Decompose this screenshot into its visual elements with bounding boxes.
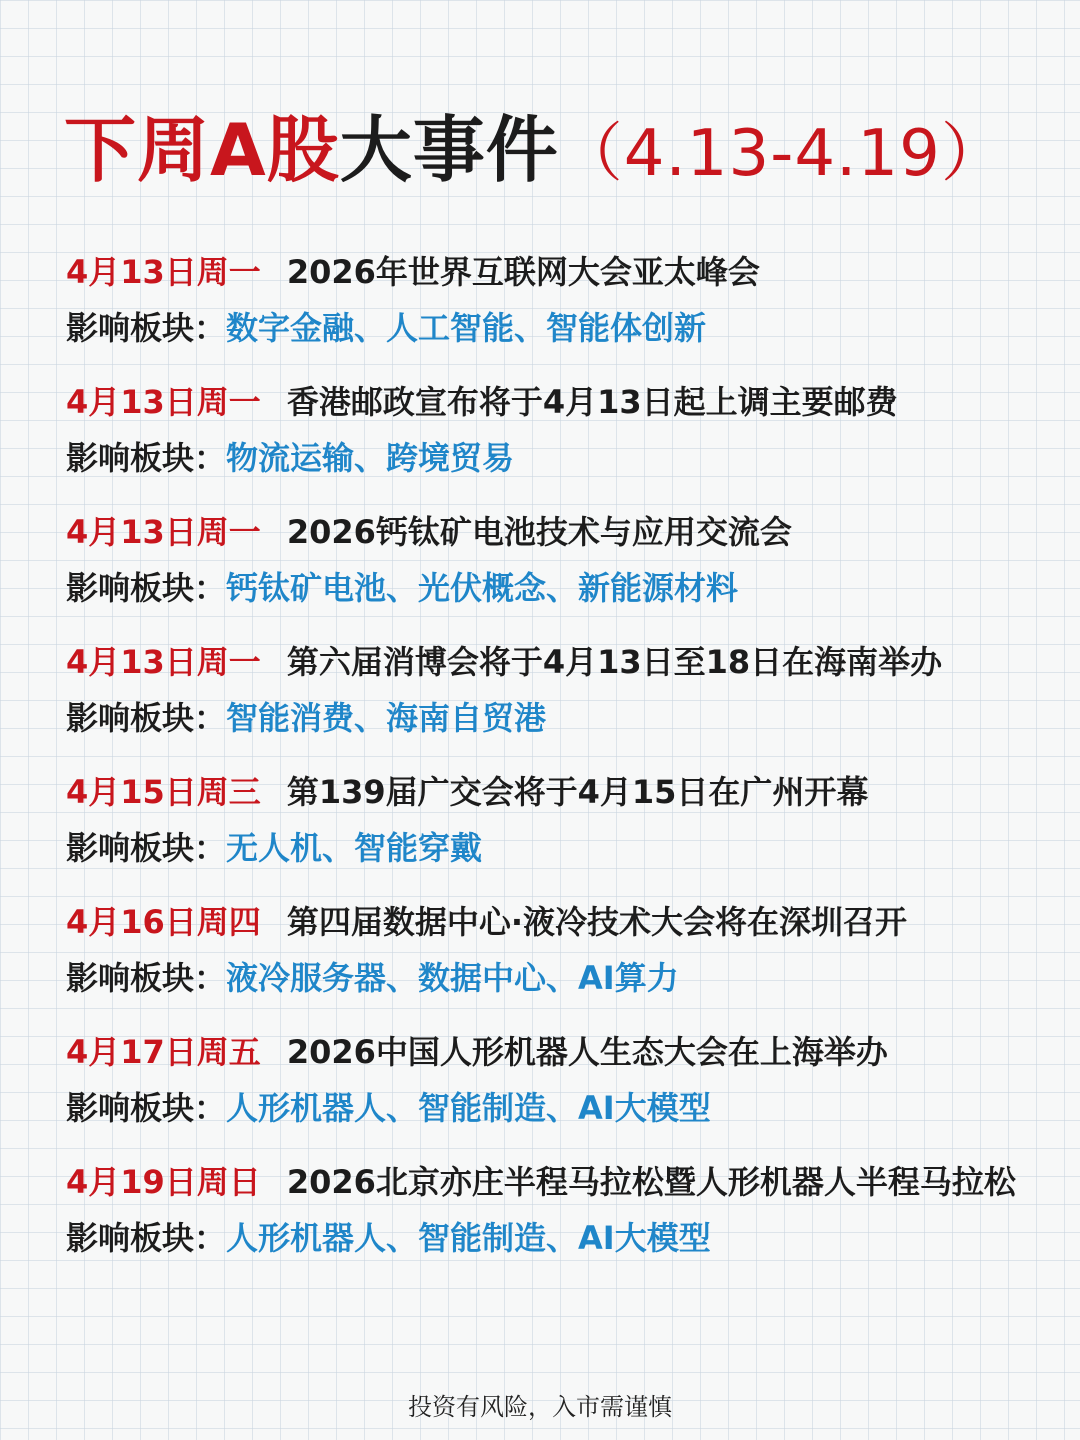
event-date: 4月19日周日 bbox=[66, 1163, 261, 1201]
impact-label: 影响板块： bbox=[66, 959, 227, 997]
event-title: 2026年世界互联网大会亚太峰会 bbox=[286, 253, 760, 291]
event-impact bbox=[66, 950, 1026, 1006]
impact-label: 影响板块： bbox=[66, 1089, 227, 1127]
event-date: 4月13日周一 bbox=[66, 253, 261, 291]
event-headline bbox=[66, 764, 1026, 820]
impact-sectors: 无人机、智能穿戴 bbox=[226, 829, 483, 867]
event-date: 4月13日周一 bbox=[66, 383, 261, 421]
event-impact bbox=[66, 560, 1026, 616]
event-date: 4月15日周三 bbox=[66, 773, 261, 811]
event-item bbox=[66, 634, 1026, 746]
event-date: 4月13日周一 bbox=[66, 513, 261, 551]
event-title: 第139届广交会将于4月15日在广州开幕 bbox=[286, 773, 869, 811]
event-headline bbox=[66, 1024, 1026, 1080]
impact-label: 影响板块： bbox=[66, 569, 227, 607]
impact-label: 影响板块： bbox=[66, 1219, 227, 1257]
impact-sectors: 物流运输、跨境贸易 bbox=[226, 439, 515, 477]
impact-sectors: 钙钛矿电池、光伏概念、新能源材料 bbox=[226, 569, 739, 607]
title-dark: 大事件 bbox=[339, 108, 559, 192]
impact-sectors: 液冷服务器、数据中心、AI算力 bbox=[226, 959, 679, 997]
event-title: 香港邮政宣布将于4月13日起上调主要邮费 bbox=[286, 383, 898, 421]
event-headline bbox=[66, 244, 1026, 300]
event-impact bbox=[66, 300, 1026, 356]
event-title: 2026钙钛矿电池技术与应用交流会 bbox=[286, 513, 792, 551]
event-impact bbox=[66, 1080, 1026, 1136]
impact-label: 影响板块： bbox=[66, 699, 227, 737]
title-date-range: （4.13-4.19） bbox=[558, 117, 1006, 191]
event-impact bbox=[66, 820, 1026, 876]
impact-sectors: 智能消费、海南自贸港 bbox=[226, 699, 547, 737]
event-item bbox=[66, 1154, 1026, 1266]
event-title: 第四届数据中心·液冷技术大会将在深圳召开 bbox=[286, 903, 907, 941]
event-item bbox=[66, 1024, 1026, 1136]
impact-sectors: 人形机器人、智能制造、AI大模型 bbox=[226, 1219, 711, 1257]
event-headline bbox=[66, 634, 1026, 690]
event-impact bbox=[66, 1210, 1026, 1266]
impact-sectors: 数字金融、人工智能、智能体创新 bbox=[226, 309, 707, 347]
event-impact bbox=[66, 430, 1026, 486]
event-title: 第六届消博会将于4月13日至18日在海南举办 bbox=[286, 643, 943, 681]
impact-sectors: 人形机器人、智能制造、AI大模型 bbox=[226, 1089, 711, 1127]
impact-label: 影响板块： bbox=[66, 309, 227, 347]
event-list bbox=[66, 244, 1026, 1266]
event-headline bbox=[66, 1154, 1026, 1210]
impact-label: 影响板块： bbox=[66, 829, 227, 867]
event-headline bbox=[66, 374, 1026, 430]
title-red: 下周A股 bbox=[64, 108, 340, 192]
event-item bbox=[66, 374, 1026, 486]
event-headline bbox=[66, 894, 1026, 950]
risk-disclaimer: 投资有风险，入市需谨慎 bbox=[408, 1393, 672, 1421]
impact-label: 影响板块： bbox=[66, 439, 227, 477]
event-date: 4月16日周四 bbox=[66, 903, 261, 941]
event-date: 4月17日周五 bbox=[66, 1033, 261, 1071]
event-item bbox=[66, 894, 1026, 1006]
event-date: 4月13日周一 bbox=[66, 643, 261, 681]
event-title: 2026中国人形机器人生态大会在上海举办 bbox=[286, 1033, 888, 1071]
event-item bbox=[66, 764, 1026, 876]
event-headline bbox=[66, 504, 1026, 560]
event-title: 2026北京亦庄半程马拉松暨人形机器人半程马拉松 bbox=[286, 1163, 1016, 1201]
event-impact bbox=[66, 690, 1026, 746]
event-item bbox=[66, 504, 1026, 616]
event-item bbox=[66, 244, 1026, 356]
page-title bbox=[64, 100, 1006, 200]
